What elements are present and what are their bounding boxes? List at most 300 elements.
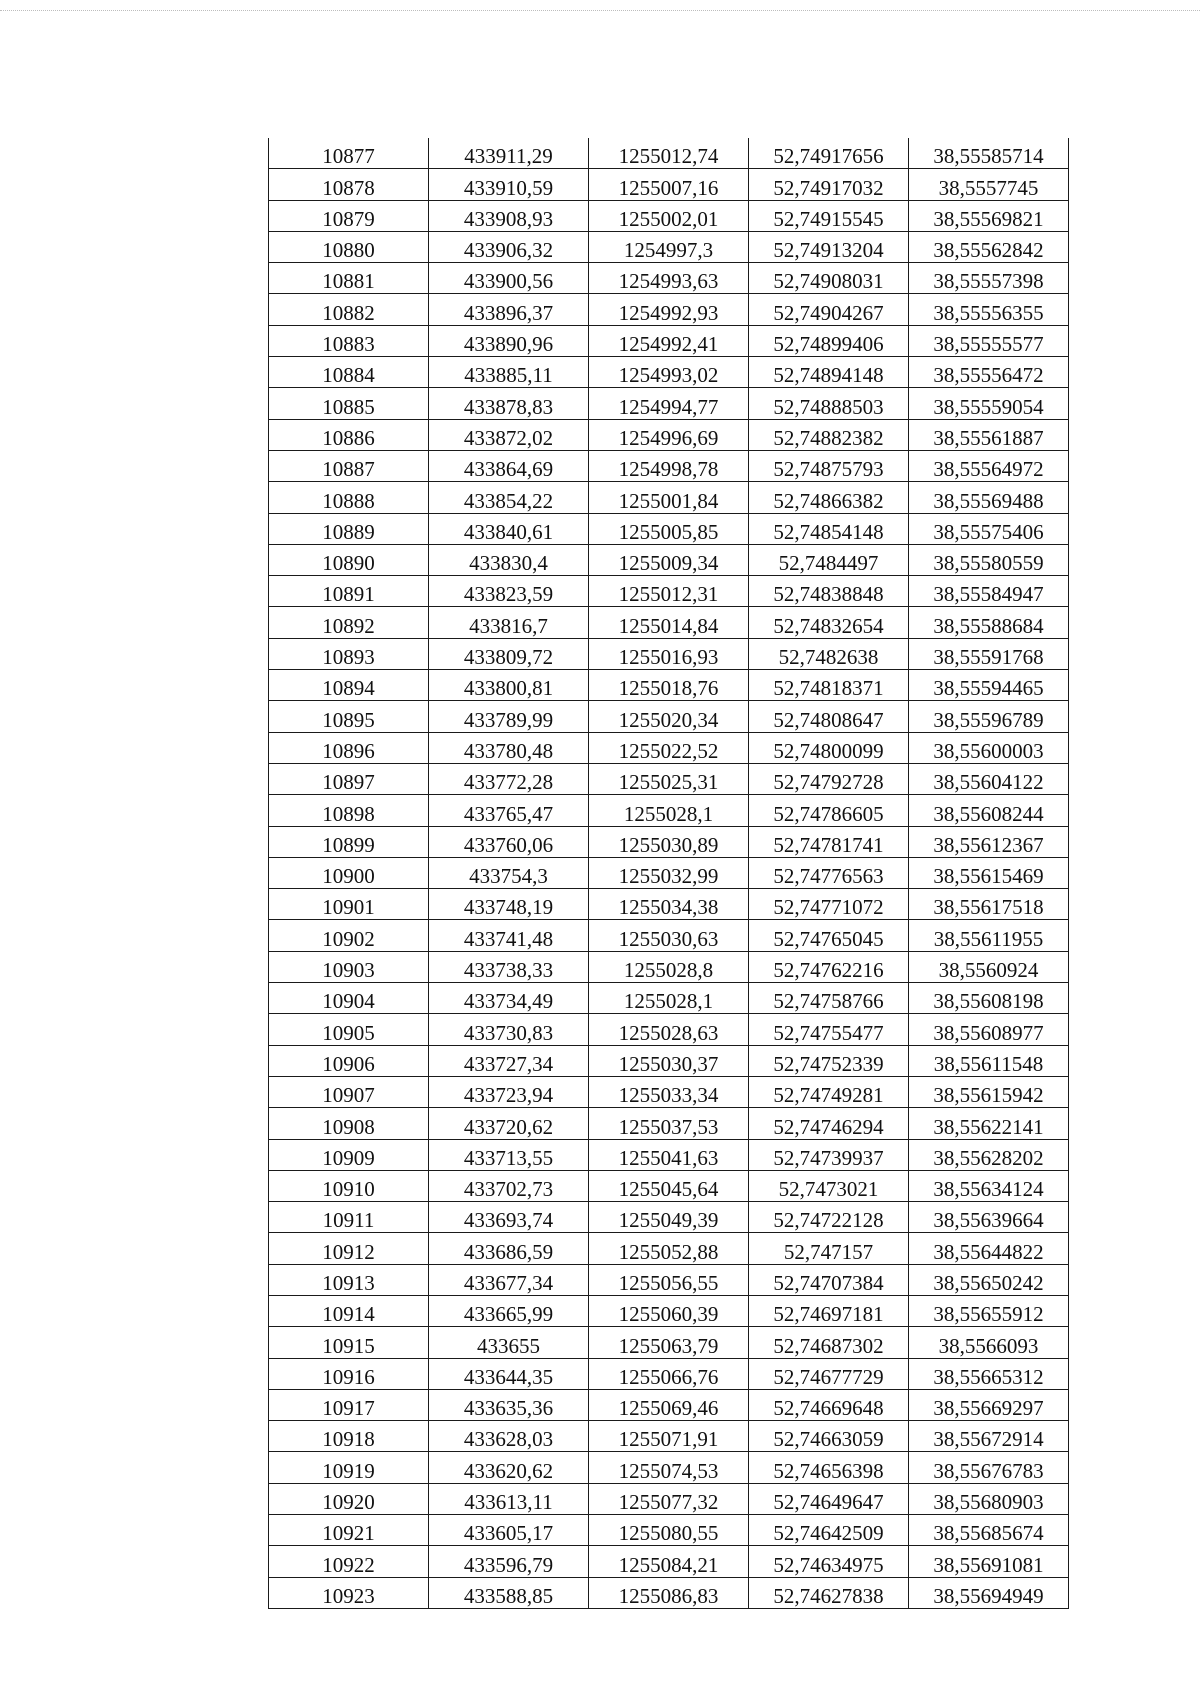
table-row [269, 1515, 1069, 1546]
longitude-cell [909, 138, 1069, 169]
cell-text: 38,55694949 [933, 1583, 1044, 1608]
cell-text: 433800,81 [463, 676, 554, 701]
y-coordinate-cell [589, 1515, 749, 1546]
point-number-cell [269, 357, 429, 388]
cell-text: 52,74656398 [773, 1458, 884, 1483]
point-number-cell [269, 1452, 429, 1483]
latitude-cell [749, 200, 909, 231]
cell-text: 1254998,78 [618, 457, 719, 482]
x-coordinate-cell [429, 1389, 589, 1420]
cell-text: 1254993,02 [618, 363, 719, 388]
point-number-cell [269, 513, 429, 544]
cell-text: 52,74792728 [773, 770, 884, 795]
longitude-cell [909, 732, 1069, 763]
longitude-cell [909, 920, 1069, 951]
x-coordinate-cell [429, 857, 589, 888]
cell-text: 1255028,1 [623, 801, 714, 826]
cell-text: 1255056,55 [618, 1270, 719, 1295]
point-number-cell [269, 763, 429, 794]
cell-text: 10908 [322, 1114, 375, 1139]
y-coordinate-cell [589, 1139, 749, 1170]
point-number-cell [269, 263, 429, 294]
cell-text: 1255052,88 [618, 1239, 719, 1264]
cell-text: 52,7484497 [778, 551, 879, 576]
latitude-cell [749, 889, 909, 920]
x-coordinate-cell [429, 1076, 589, 1107]
y-coordinate-cell [589, 1452, 749, 1483]
y-coordinate-cell [589, 544, 749, 575]
x-coordinate-cell [429, 1170, 589, 1201]
longitude-cell [909, 1014, 1069, 1045]
x-coordinate-cell [429, 1264, 589, 1295]
x-coordinate-cell [429, 263, 589, 294]
y-coordinate-cell [589, 826, 749, 857]
table-row [269, 513, 1069, 544]
x-coordinate-cell [429, 357, 589, 388]
cell-text: 1255074,53 [618, 1458, 719, 1483]
point-number-cell [269, 1295, 429, 1326]
y-coordinate-cell [589, 576, 749, 607]
longitude-cell [909, 419, 1069, 450]
cell-text: 1254994,77 [618, 394, 719, 419]
table-row [269, 920, 1069, 951]
y-coordinate-cell [589, 1358, 749, 1389]
longitude-cell [909, 795, 1069, 826]
table-row [269, 169, 1069, 200]
cell-text: 433723,94 [463, 1083, 554, 1108]
cell-text: 433748,19 [463, 895, 554, 920]
cell-text: 1255084,21 [618, 1552, 719, 1577]
longitude-cell [909, 1483, 1069, 1514]
longitude-cell [909, 1452, 1069, 1483]
y-coordinate-cell [589, 607, 749, 638]
point-number-cell [269, 607, 429, 638]
point-number-cell [269, 1233, 429, 1264]
longitude-cell [909, 1202, 1069, 1233]
cell-text: 38,55564972 [933, 457, 1044, 482]
latitude-cell [749, 1076, 909, 1107]
table-row [269, 1483, 1069, 1514]
longitude-cell [909, 1139, 1069, 1170]
x-coordinate-cell [429, 576, 589, 607]
cell-text: 1255033,34 [618, 1083, 719, 1108]
latitude-cell [749, 450, 909, 481]
longitude-cell [909, 169, 1069, 200]
y-coordinate-cell [589, 732, 749, 763]
x-coordinate-cell [429, 638, 589, 669]
longitude-cell [909, 607, 1069, 638]
cell-text: 38,55615942 [933, 1083, 1044, 1108]
table-row [269, 1577, 1069, 1608]
x-coordinate-cell [429, 1045, 589, 1076]
cell-text: 1255025,31 [618, 770, 719, 795]
x-coordinate-cell [429, 1483, 589, 1514]
x-coordinate-cell [429, 544, 589, 575]
cell-text: 38,55556472 [933, 363, 1044, 388]
x-coordinate-cell [429, 294, 589, 325]
table-row [269, 576, 1069, 607]
point-number-cell [269, 795, 429, 826]
cell-text: 10895 [322, 707, 375, 732]
cell-text: 52,74894148 [773, 363, 884, 388]
cell-text: 10916 [322, 1364, 375, 1389]
cell-text: 52,7482638 [778, 645, 879, 670]
table-row [269, 1452, 1069, 1483]
cell-text: 433635,36 [463, 1396, 554, 1421]
cell-text: 433613,11 [464, 1490, 553, 1515]
cell-text: 52,74697181 [773, 1302, 884, 1327]
cell-text: 10887 [322, 457, 375, 482]
latitude-cell [749, 670, 909, 701]
latitude-cell [749, 763, 909, 794]
cell-text: 38,55555577 [933, 332, 1044, 357]
cell-text: 433588,85 [463, 1583, 554, 1608]
point-number-cell [269, 482, 429, 513]
table-row [269, 889, 1069, 920]
table-row [269, 294, 1069, 325]
cell-text: 52,74762216 [773, 958, 884, 983]
cell-text: 433890,96 [463, 332, 554, 357]
cell-text: 38,55608244 [933, 801, 1044, 826]
x-coordinate-cell [429, 1577, 589, 1608]
cell-text: 433906,32 [463, 238, 554, 263]
latitude-cell [749, 1389, 909, 1420]
cell-text: 10915 [322, 1333, 375, 1358]
latitude-cell [749, 1108, 909, 1139]
longitude-cell [909, 951, 1069, 982]
cell-text: 433878,83 [463, 394, 554, 419]
cell-text: 433911,29 [464, 144, 553, 169]
latitude-cell [749, 951, 909, 982]
point-number-cell [269, 1327, 429, 1358]
cell-text: 433754,3 [469, 864, 548, 889]
cell-text: 38,55584947 [933, 582, 1044, 607]
cell-text: 1254992,93 [618, 300, 719, 325]
cell-text: 1255030,89 [618, 832, 719, 857]
x-coordinate-cell [429, 231, 589, 262]
longitude-cell [909, 1421, 1069, 1452]
table-row [269, 732, 1069, 763]
cell-text: 52,74771072 [773, 895, 884, 920]
cell-text: 38,55608198 [933, 989, 1044, 1014]
table-row [269, 325, 1069, 356]
cell-text: 10897 [322, 770, 375, 795]
cell-text: 52,74915545 [773, 206, 884, 231]
table-row [269, 1202, 1069, 1233]
table-row [269, 638, 1069, 669]
cell-text: 1254996,69 [618, 425, 719, 450]
table-row [269, 1139, 1069, 1170]
cell-text: 52,74765045 [773, 926, 884, 951]
latitude-cell [749, 1014, 909, 1045]
latitude-cell [749, 1577, 909, 1608]
longitude-cell [909, 357, 1069, 388]
cell-text: 433677,34 [463, 1270, 554, 1295]
table-row [269, 670, 1069, 701]
cell-text: 433644,35 [463, 1364, 554, 1389]
cell-text: 38,55561887 [933, 425, 1044, 450]
y-coordinate-cell [589, 450, 749, 481]
latitude-cell [749, 1515, 909, 1546]
cell-text: 10878 [322, 175, 375, 200]
x-coordinate-cell [429, 607, 589, 638]
cell-text: 10918 [322, 1427, 375, 1452]
cell-text: 433628,03 [463, 1427, 554, 1452]
y-coordinate-cell [589, 138, 749, 169]
x-coordinate-cell [429, 419, 589, 450]
x-coordinate-cell [429, 1202, 589, 1233]
cell-text: 433596,79 [463, 1552, 554, 1577]
cell-text: 1255002,01 [618, 206, 719, 231]
cell-text: 52,74677729 [773, 1364, 884, 1389]
cell-text: 38,55600003 [933, 738, 1044, 763]
cell-text: 433738,33 [463, 958, 554, 983]
latitude-cell [749, 294, 909, 325]
y-coordinate-cell [589, 388, 749, 419]
cell-text: 52,74808647 [773, 707, 884, 732]
cell-text: 433765,47 [463, 801, 554, 826]
y-coordinate-cell [589, 1483, 749, 1514]
y-coordinate-cell [589, 263, 749, 294]
table-row [269, 1076, 1069, 1107]
table-row [269, 1295, 1069, 1326]
longitude-cell [909, 263, 1069, 294]
longitude-cell [909, 1045, 1069, 1076]
latitude-cell [749, 638, 909, 669]
point-number-cell [269, 1421, 429, 1452]
cell-text: 433665,99 [463, 1302, 554, 1327]
latitude-cell [749, 607, 909, 638]
cell-text: 10913 [322, 1270, 375, 1295]
table-row [269, 450, 1069, 481]
point-number-cell [269, 1014, 429, 1045]
cell-text: 52,74649647 [773, 1490, 884, 1515]
cell-text: 52,74838848 [773, 582, 884, 607]
longitude-cell [909, 1264, 1069, 1295]
cell-text: 433693,74 [463, 1208, 554, 1233]
x-coordinate-cell [429, 983, 589, 1014]
y-coordinate-cell [589, 294, 749, 325]
cell-text: 1255086,83 [618, 1583, 719, 1608]
point-number-cell [269, 1483, 429, 1514]
latitude-cell [749, 1045, 909, 1076]
latitude-cell [749, 1233, 909, 1264]
longitude-cell [909, 1170, 1069, 1201]
cell-text: 52,74882382 [773, 425, 884, 450]
cell-text: 52,74707384 [773, 1270, 884, 1295]
coordinates-table [268, 138, 1069, 1609]
cell-text: 52,7473021 [778, 1177, 879, 1202]
y-coordinate-cell [589, 857, 749, 888]
table-row [269, 701, 1069, 732]
latitude-cell [749, 576, 909, 607]
cell-text: 10901 [322, 895, 375, 920]
cell-text: 1255041,63 [618, 1145, 719, 1170]
table-row [269, 544, 1069, 575]
point-number-cell [269, 1139, 429, 1170]
cell-text: 38,5560924 [938, 958, 1039, 983]
cell-text: 10889 [322, 519, 375, 544]
latitude-cell [749, 1264, 909, 1295]
latitude-cell [749, 263, 909, 294]
cell-text: 38,5557745 [938, 175, 1039, 200]
x-coordinate-cell [429, 1014, 589, 1045]
point-number-cell [269, 294, 429, 325]
cell-text: 52,74854148 [773, 519, 884, 544]
cell-text: 1255012,31 [618, 582, 719, 607]
x-coordinate-cell [429, 1358, 589, 1389]
y-coordinate-cell [589, 1014, 749, 1045]
table-row [269, 1108, 1069, 1139]
table-row [269, 857, 1069, 888]
cell-text: 52,74755477 [773, 1020, 884, 1045]
latitude-cell [749, 325, 909, 356]
cell-text: 10914 [322, 1302, 375, 1327]
table-row [269, 1546, 1069, 1577]
x-coordinate-cell [429, 325, 589, 356]
cell-text: 433713,55 [463, 1145, 554, 1170]
longitude-cell [909, 544, 1069, 575]
x-coordinate-cell [429, 1515, 589, 1546]
cell-text: 52,74899406 [773, 332, 884, 357]
cell-text: 10920 [322, 1490, 375, 1515]
y-coordinate-cell [589, 701, 749, 732]
cell-text: 10900 [322, 864, 375, 889]
cell-text: 1255005,85 [618, 519, 719, 544]
latitude-cell [749, 732, 909, 763]
cell-text: 38,55585714 [933, 144, 1044, 169]
cell-text: 52,74818371 [773, 676, 884, 701]
y-coordinate-cell [589, 169, 749, 200]
x-coordinate-cell [429, 138, 589, 169]
cell-text: 1255030,63 [618, 926, 719, 951]
cell-text: 1255069,46 [618, 1396, 719, 1421]
latitude-cell [749, 795, 909, 826]
y-coordinate-cell [589, 920, 749, 951]
cell-text: 38,55611955 [933, 926, 1044, 951]
y-coordinate-cell [589, 1233, 749, 1264]
cell-text: 38,55628202 [933, 1145, 1044, 1170]
latitude-cell [749, 357, 909, 388]
y-coordinate-cell [589, 482, 749, 513]
latitude-cell [749, 231, 909, 262]
cell-text: 1255037,53 [618, 1114, 719, 1139]
cell-text: 10888 [322, 488, 375, 513]
cell-text: 10922 [322, 1552, 375, 1577]
cell-text: 433727,34 [463, 1051, 554, 1076]
y-coordinate-cell [589, 670, 749, 701]
point-number-cell [269, 889, 429, 920]
cell-text: 10910 [322, 1177, 375, 1202]
table-row [269, 983, 1069, 1014]
cell-text: 433908,93 [463, 206, 554, 231]
point-number-cell [269, 138, 429, 169]
cell-text: 10879 [322, 206, 375, 231]
y-coordinate-cell [589, 1076, 749, 1107]
y-coordinate-cell [589, 231, 749, 262]
cell-text: 38,5566093 [938, 1333, 1039, 1358]
cell-text: 10883 [322, 332, 375, 357]
cell-text: 1255016,93 [618, 645, 719, 670]
cell-text: 38,55569821 [933, 206, 1044, 231]
cell-text: 433823,59 [463, 582, 554, 607]
latitude-cell [749, 1483, 909, 1514]
cell-text: 10903 [322, 958, 375, 983]
cell-text: 38,55604122 [933, 770, 1044, 795]
point-number-cell [269, 325, 429, 356]
cell-text: 38,55562842 [933, 238, 1044, 263]
cell-text: 433830,4 [469, 551, 548, 576]
longitude-cell [909, 1233, 1069, 1264]
y-coordinate-cell [589, 1546, 749, 1577]
cell-text: 1255060,39 [618, 1302, 719, 1327]
cell-text: 1255028,63 [618, 1020, 719, 1045]
cell-text: 1254993,63 [618, 269, 719, 294]
cell-text: 52,74722128 [773, 1208, 884, 1233]
cell-text: 38,55615469 [933, 864, 1044, 889]
cell-text: 433720,62 [463, 1114, 554, 1139]
cell-text: 52,74781741 [773, 832, 884, 857]
cell-text: 38,55622141 [933, 1114, 1044, 1139]
longitude-cell [909, 325, 1069, 356]
longitude-cell [909, 1577, 1069, 1608]
cell-text: 38,55691081 [933, 1552, 1044, 1577]
cell-text: 52,747157 [783, 1239, 874, 1264]
cell-text: 1255018,76 [618, 676, 719, 701]
table-row [269, 388, 1069, 419]
cell-text: 38,55639664 [933, 1208, 1044, 1233]
point-number-cell [269, 1358, 429, 1389]
point-number-cell [269, 1108, 429, 1139]
cell-text: 38,55634124 [933, 1177, 1044, 1202]
x-coordinate-cell [429, 482, 589, 513]
point-number-cell [269, 732, 429, 763]
cell-text: 52,74786605 [773, 801, 884, 826]
cell-text: 10905 [322, 1020, 375, 1045]
cell-text: 433900,56 [463, 269, 554, 294]
cell-text: 38,55680903 [933, 1490, 1044, 1515]
latitude-cell [749, 1452, 909, 1483]
y-coordinate-cell [589, 638, 749, 669]
cell-text: 10881 [322, 269, 375, 294]
latitude-cell [749, 1139, 909, 1170]
cell-text: 433686,59 [463, 1239, 554, 1264]
y-coordinate-cell [589, 763, 749, 794]
cell-text: 10899 [322, 832, 375, 857]
latitude-cell [749, 169, 909, 200]
cell-text: 1255032,99 [618, 864, 719, 889]
cell-text: 10892 [322, 613, 375, 638]
cell-text: 52,74642509 [773, 1521, 884, 1546]
x-coordinate-cell [429, 795, 589, 826]
cell-text: 38,55650242 [933, 1270, 1044, 1295]
table-row [269, 1327, 1069, 1358]
cell-text: 38,55665312 [933, 1364, 1044, 1389]
cell-text: 433789,99 [463, 707, 554, 732]
cell-text: 38,55655912 [933, 1302, 1044, 1327]
y-coordinate-cell [589, 1264, 749, 1295]
point-number-cell [269, 1045, 429, 1076]
latitude-cell [749, 1295, 909, 1326]
x-coordinate-cell [429, 513, 589, 544]
x-coordinate-cell [429, 732, 589, 763]
latitude-cell [749, 482, 909, 513]
table-row [269, 419, 1069, 450]
x-coordinate-cell [429, 1295, 589, 1326]
longitude-cell [909, 889, 1069, 920]
point-number-cell [269, 951, 429, 982]
latitude-cell [749, 920, 909, 951]
